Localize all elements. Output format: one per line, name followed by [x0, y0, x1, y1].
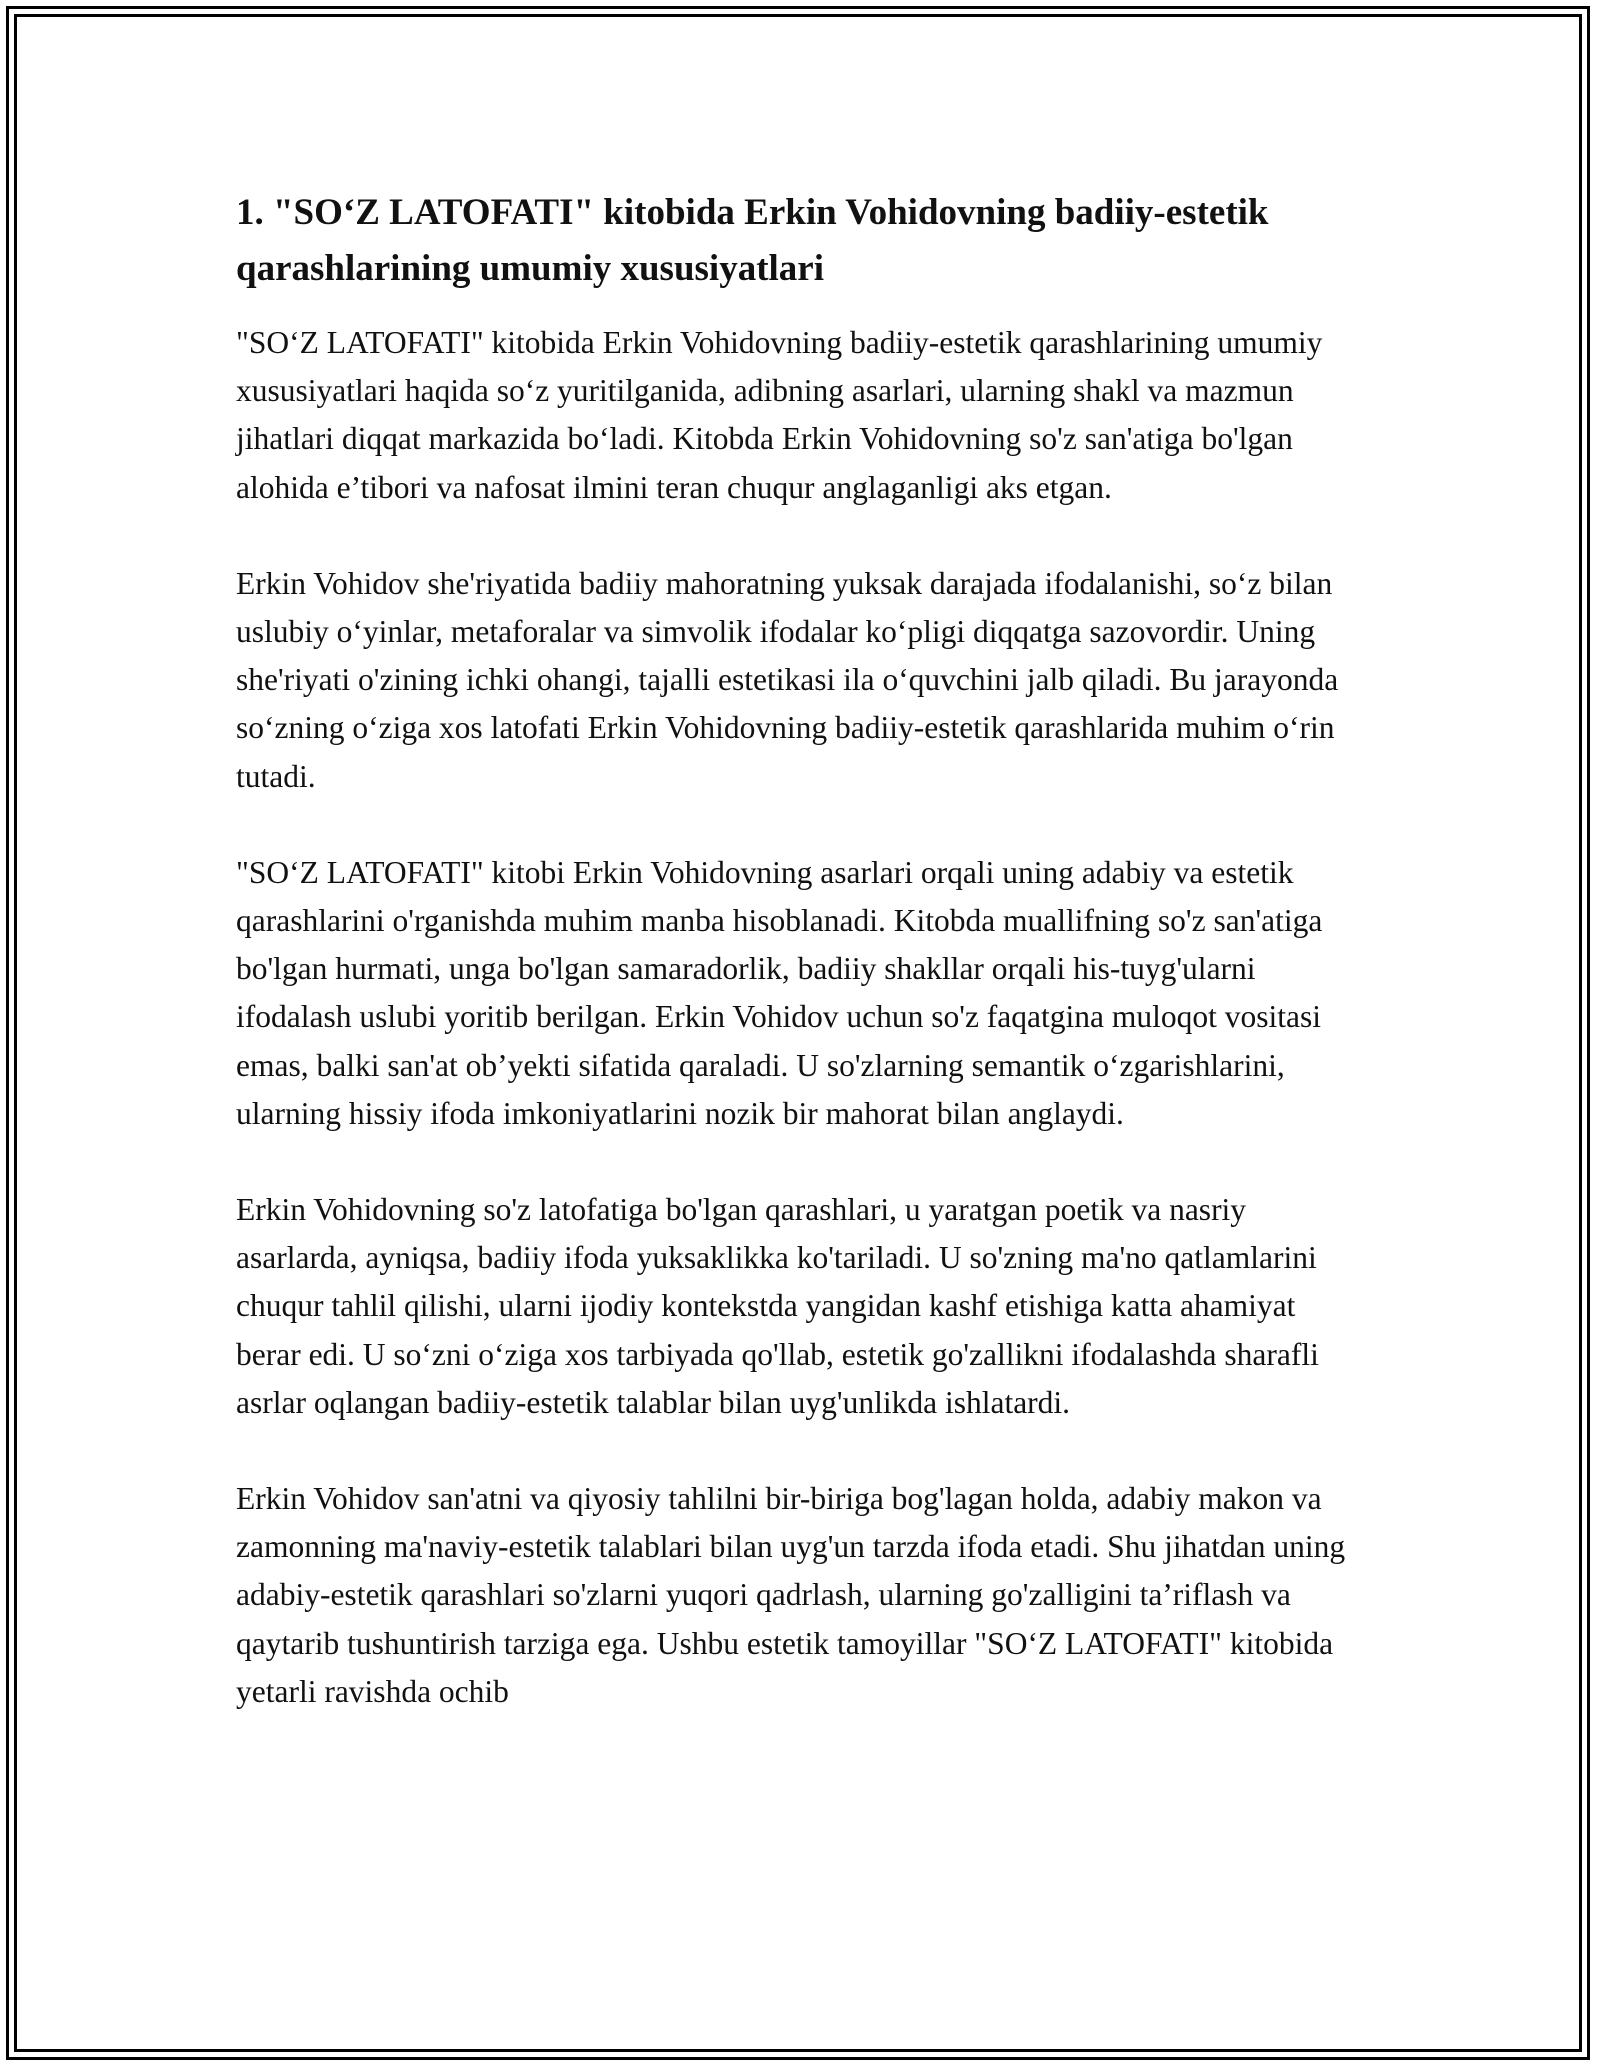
document-body — [236, 185, 1366, 1764]
paragraph-1: "SO‘Z LATOFATI" kitobida Erkin Vohidovning badiiy-estetik qarashlarining umumiy xususiyatlari haqida so‘z yuritilganida, adibning asarlari, ularning shakl va mazmun jihatlari diqqat markazida bo‘ladi. Kitobda Erkin Vohidovning so'z san'atiga bo'lgan alohida e’tibori va nafosat ilmini teran chuqur anglaganligi aks etgan. — [236, 325, 1323, 505]
section-heading: 1. "SO‘Z LATOFATI" kitobida Erkin Vohidovning badiiy-estetik qarashlarining umumiy xususiyatlari — [236, 192, 1269, 289]
paragraph-5: Erkin Vohidov san'atni va qiyosiy tahlilni bir-biriga bog'lagan holda, adabiy makon va zamonning ma'naviy-estetik talablari bilan uyg'un tarzda ifoda etadi. Shu jihatdan uning adabiy-estetik qarashlari so'zlarni yuqori qadrlash, ularning go'zalligini ta’riflash va qaytarib tushuntirish tarziga ega. Ushbu estetik tamoyillar "SO‘Z LATOFATI" kitobida yetarli ravishda ochib — [236, 1481, 1346, 1709]
paragraph-2: Erkin Vohidov she'riyatida badiiy mahoratning yuksak darajada ifodalanishi, so‘z bilan uslubiy o‘yinlar, metaforalar va simvolik ifodalar ko‘pligi diqqatga sazovordir. Uning she'riyati o'zining ichki ohangi, tajalli estetikasi ila o‘quvchini jalb qiladi. Bu jarayonda so‘zning o‘ziga xos latofati Erkin Vohidovning badiiy-estetik qarashlarida muhim o‘rin tutadi. — [236, 565, 1339, 794]
paragraph-4: Erkin Vohidovning so'z latofatiga bo'lgan qarashlari, u yaratgan poetik va nasriy asarlarda, ayniqsa, badiiy ifoda yuksaklikka ko'tariladi. U so'zning ma'no qatlamlarini chuqur tahlil qilishi, ularni ijodiy kontekstda yangidan kashf etishiga katta ahamiyat berar edi. U so‘zni o‘ziga xos tarbiyada qo'llab, estetik go'zallikni ifodalashda sharafli asrlar oqlangan badiiy-estetik talablar bilan uyg'unlikda ishlatardi. — [236, 1192, 1319, 1420]
paragraph-3: "SO‘Z LATOFATI" kitobi Erkin Vohidovning asarlari orqali uning adabiy va estetik qarashlarini o'rganishda muhim manba hisoblanadi. Kitobda muallifning so'z san'atiga bo'lgan hurmati, unga bo'lgan samaradorlik, badiiy shakllar orqali his-tuyg'ularni ifodalash uslubi yoritib berilgan. Erkin Vohidov uchun so'z faqatgina muloqot vositasi emas, balki san'at ob’yekti sifatida qaraladi. U so'zlarning semantik o‘zgarishlarini, ularning hissiy ifoda imkoniyatlarini nozik bir mahorat bilan anglaydi. — [236, 854, 1323, 1131]
